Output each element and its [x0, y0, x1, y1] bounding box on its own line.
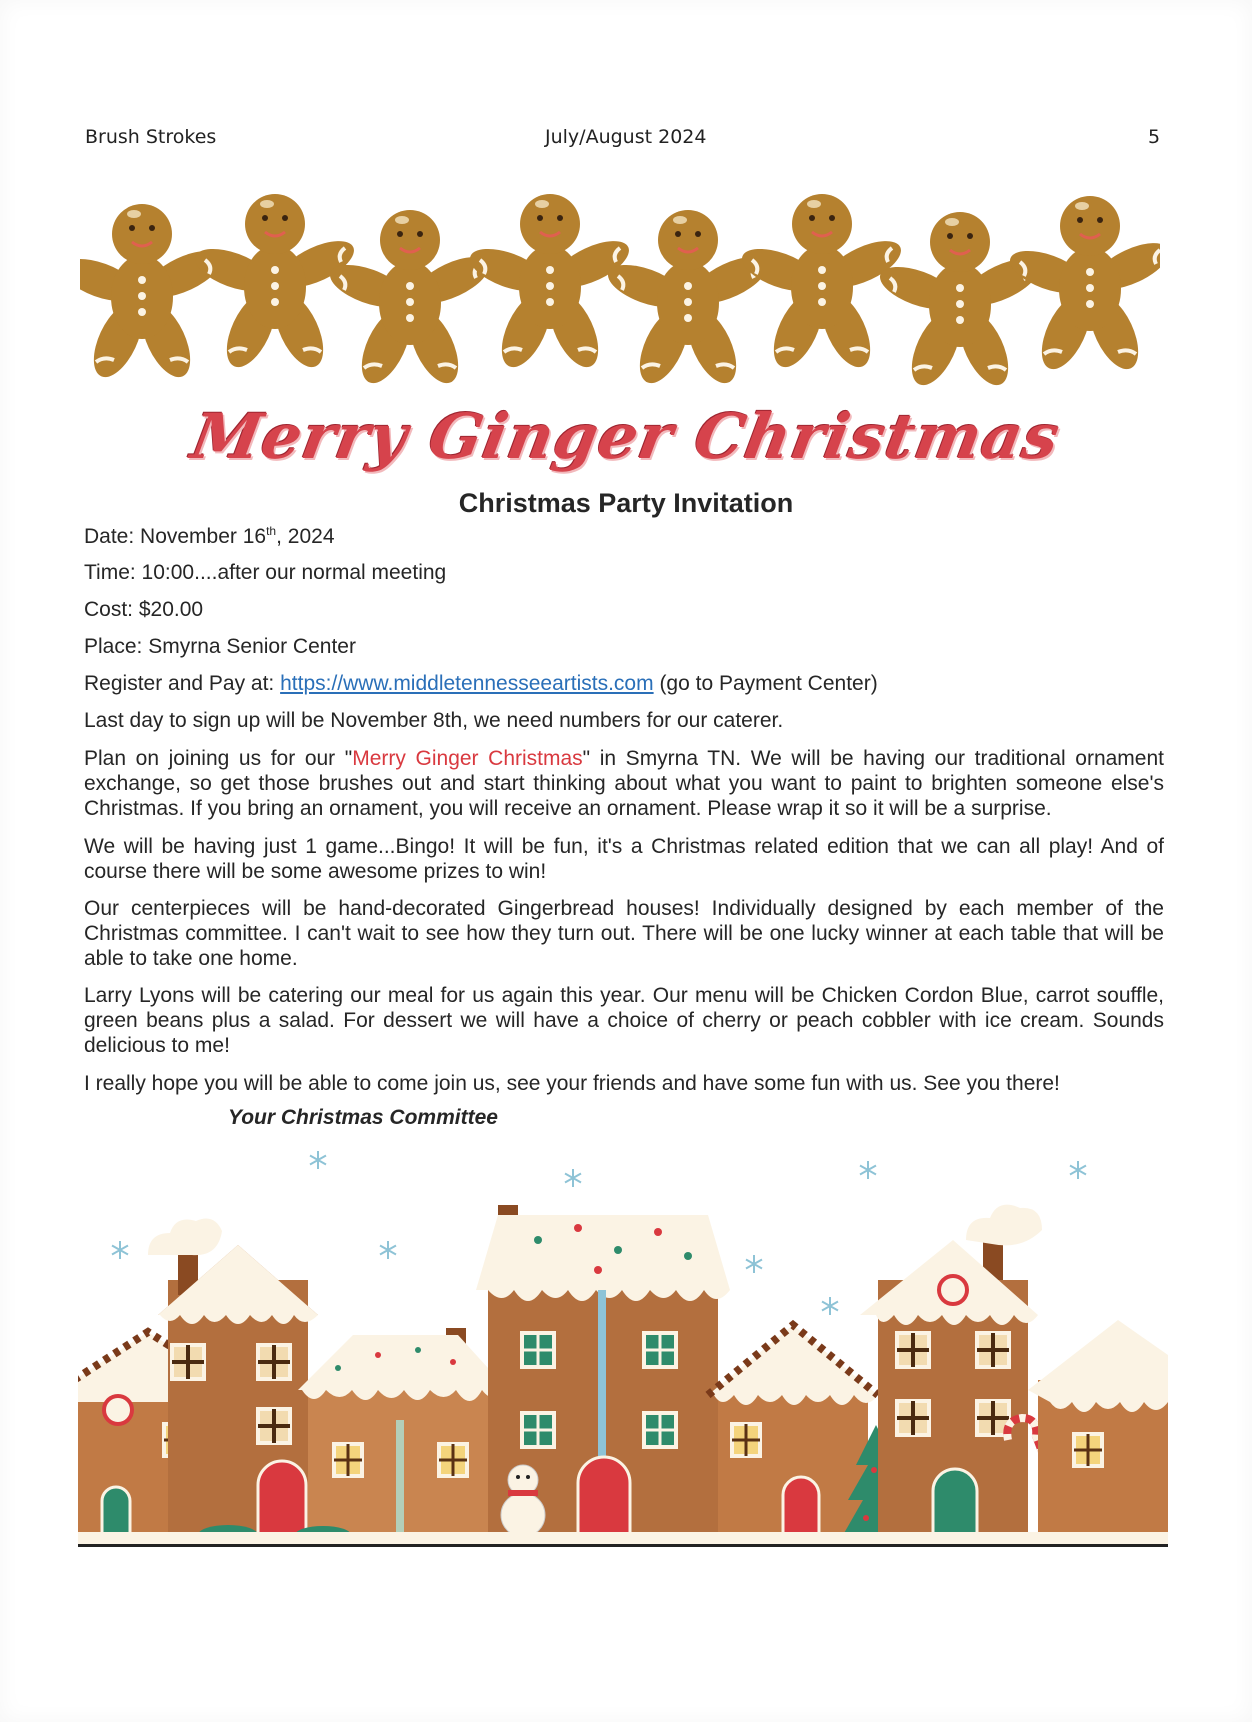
snowflake-icon	[380, 1241, 396, 1259]
page-number: 5	[1148, 126, 1161, 148]
register-label: Register and Pay at:	[84, 672, 281, 695]
gingerbread-man-icon	[80, 204, 227, 384]
gingerbread-man-icon	[465, 194, 636, 374]
ornament-exchange-paragraph	[84, 746, 1164, 821]
gingerbread-man-icon	[875, 212, 1046, 390]
place-line: Place: Smyrna Senior Center	[84, 635, 356, 658]
gingerbread-men-banner	[80, 190, 1160, 390]
date-text: Date: November 16	[84, 525, 267, 548]
gingerbread-man-icon	[325, 210, 496, 390]
signup-deadline: Last day to sign up will be November 8th, we need numbers for our caterer.	[84, 709, 784, 732]
gingerbread-man-icon	[603, 210, 774, 390]
menu-paragraph: Larry Lyons will be catering our meal for us again this year. Our menu will be Chicken Cordon Blue, carrot souffle, green beans plus a salad. For dessert we will have a choice of cherry or peach cobbler with ice cream. Sounds delicious to me!	[84, 984, 1164, 1057]
snowflake-icon	[565, 1169, 581, 1187]
snowflake-icon	[1070, 1161, 1086, 1179]
gingerbread-man-icon	[1005, 196, 1160, 376]
merry-ginger-christmas-title: Merry Ginger Christmas	[186, 400, 1066, 473]
closing-paragraph: I really hope you will be able to come join us, see your friends and have some fun with us. See you there!	[84, 1072, 1060, 1095]
register-note: (go to Payment Center)	[653, 672, 878, 695]
cost-line: Cost: $20.00	[84, 598, 204, 621]
signature: Your Christmas Committee	[228, 1106, 498, 1129]
centerpieces-paragraph: Our centerpieces will be hand-decorated Gingerbread houses! Individually designed by each member of the Christmas committee. I can't wait to see how they turn out. There will be one lucky winner at each table that will be able to take one home.	[84, 897, 1164, 970]
issue-date: July/August 2024	[545, 126, 707, 148]
snowflake-icon	[746, 1255, 762, 1273]
gingerbread-man-icon	[737, 194, 908, 374]
newsletter-name: Brush Strokes	[85, 126, 217, 148]
date-year: , 2024	[276, 525, 335, 548]
snowflake-icon	[860, 1161, 876, 1179]
bingo-paragraph: We will be having just 1 game...Bingo! It will be fun, it's a Christmas related edition that we can all play! And of course there will be some awesome prizes to win!	[84, 835, 1164, 883]
date-ordinal: th	[266, 524, 277, 538]
snowflake-icon	[112, 1241, 128, 1259]
invitation-heading: Christmas Party Invitation	[458, 488, 794, 518]
snowflake-icon	[822, 1297, 838, 1315]
gingerbread-village-illustration	[78, 1140, 1168, 1560]
register-line	[84, 672, 878, 696]
payment-link[interactable]: https://www.middletennesseeartists.com	[280, 672, 654, 695]
para-text: " in Smyrna TN. We will be having our traditional ornament exchange, so get those brushes out and start thinking about what you want to paint to brighten someone else's Christmas. If you bring an ornament, you will receive an ornament. Please wrap it so it will be a surprise.	[84, 747, 1164, 820]
para-text: Plan on joining us for our "	[84, 747, 353, 770]
date-line	[84, 524, 335, 549]
snowflake-icon	[310, 1151, 326, 1169]
time-line: Time: 10:00....after our normal meeting	[84, 561, 447, 584]
event-name-highlight: Merry Ginger Christmas	[352, 747, 583, 770]
